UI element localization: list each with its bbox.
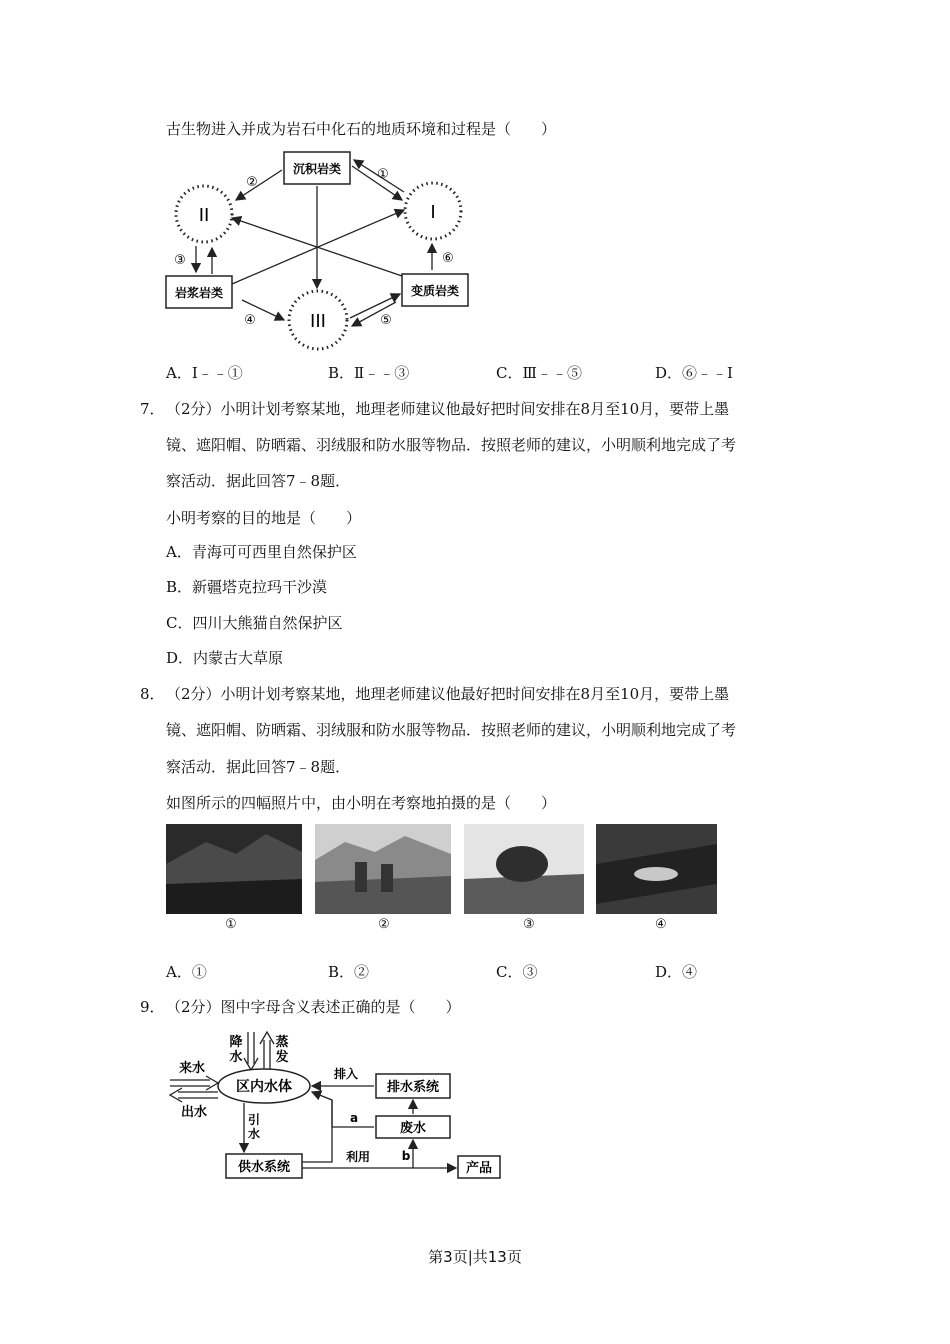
q6-option-b[interactable]: B．Ⅱ﹣﹣③ (328, 364, 410, 382)
svg-text:④: ④ (244, 313, 256, 328)
svg-text:供水系统: 供水系统 (237, 1160, 291, 1175)
photo-1-label: ① (225, 917, 237, 932)
svg-text:水: 水 (229, 1050, 243, 1065)
svg-text:降: 降 (229, 1035, 243, 1050)
svg-text:水: 水 (247, 1127, 261, 1141)
svg-text:b: b (401, 1149, 411, 1163)
svg-text:⑥: ⑥ (442, 251, 454, 266)
water-cycle-diagram (164, 1028, 510, 1184)
q6-stem: 古生物进入并成为岩石中化石的地质环境和过程是（ ） (166, 120, 557, 138)
label-sedimentary: 沉积岩类 (292, 162, 342, 176)
svg-text:区内水体: 区内水体 (236, 1079, 292, 1095)
q7-question: 小明考察的目的地是（ ） (166, 509, 362, 527)
svg-text:排入: 排入 (333, 1067, 359, 1081)
q7-line2: 镜、遮阳帽、防晒霜、羽绒服和防水服等物品．按照老师的建议，小明顺利地完成了考 (166, 436, 737, 454)
photo-4-label: ④ (655, 917, 667, 932)
q8-line2: 镜、遮阳帽、防晒霜、羽绒服和防水服等物品．按照老师的建议，小明顺利地完成了考 (166, 721, 737, 739)
q8-number: 8． (140, 685, 165, 703)
svg-text:II: II (198, 205, 210, 226)
q8-option-b[interactable]: B．② (328, 963, 370, 981)
q9-number: 9． (140, 998, 165, 1016)
svg-text:发: 发 (275, 1050, 289, 1065)
svg-text:III: III (310, 311, 326, 332)
q7-option-d[interactable]: D．内蒙古大草原 (166, 649, 284, 667)
svg-text:②: ② (246, 175, 258, 190)
svg-text:来水: 来水 (178, 1061, 206, 1076)
label-igneous: 岩浆岩类 (174, 286, 224, 300)
photo-1 (166, 824, 302, 914)
svg-text:③: ③ (174, 253, 186, 268)
svg-text:利用: 利用 (345, 1150, 371, 1164)
svg-text:产品: 产品 (465, 1161, 493, 1176)
svg-text:⑤: ⑤ (380, 313, 392, 328)
q9-stem: （2分）图中字母含义表述正确的是（ ） (166, 998, 461, 1016)
page-footer: 第3页|共13页 (428, 1248, 522, 1266)
svg-text:蒸: 蒸 (275, 1035, 289, 1050)
svg-text:废水: 废水 (399, 1121, 427, 1136)
q7-option-c[interactable]: C．四川大熊猫自然保护区 (166, 614, 343, 632)
rock-cycle-diagram (160, 148, 480, 358)
photo-4 (596, 824, 717, 914)
label-metamorphic: 变质岩类 (410, 284, 460, 298)
q7-number: 7． (140, 400, 165, 418)
q8-option-c[interactable]: C．③ (496, 963, 538, 981)
q7-line3: 察活动．据此回答7﹣8题． (166, 472, 351, 490)
q8-option-d[interactable]: D．④ (655, 963, 698, 981)
q6-option-a[interactable]: A．I﹣﹣① (166, 364, 243, 382)
photo-2 (315, 824, 451, 914)
svg-text:I: I (430, 202, 436, 223)
q6-option-c[interactable]: C．Ⅲ﹣﹣⑤ (496, 364, 582, 382)
q6-option-d[interactable]: D．⑥﹣﹣I (655, 364, 733, 382)
photo-3-label: ③ (523, 917, 535, 932)
svg-text:排水系统: 排水系统 (386, 1080, 440, 1095)
photo-2-label: ② (378, 917, 390, 932)
svg-text:出水: 出水 (180, 1105, 208, 1120)
photo-3 (464, 824, 584, 914)
svg-text:①: ① (377, 167, 389, 182)
q8-line3: 察活动．据此回答7﹣8题． (166, 758, 351, 776)
svg-text:a: a (349, 1111, 359, 1125)
q8-question: 如图所示的四幅照片中，由小明在考察地拍摄的是（ ） (166, 794, 557, 812)
q7-option-a[interactable]: A．青海可可西里自然保护区 (166, 543, 357, 561)
q7-option-b[interactable]: B．新疆塔克拉玛干沙漠 (166, 578, 328, 596)
svg-text:引: 引 (247, 1113, 261, 1127)
q7-line1: （2分）小明计划考察某地，地理老师建议他最好把时间安排在8月至10月，要带上墨 (166, 400, 730, 418)
q8-line1: （2分）小明计划考察某地，地理老师建议他最好把时间安排在8月至10月，要带上墨 (166, 685, 730, 703)
q8-option-a[interactable]: A．① (166, 963, 207, 981)
